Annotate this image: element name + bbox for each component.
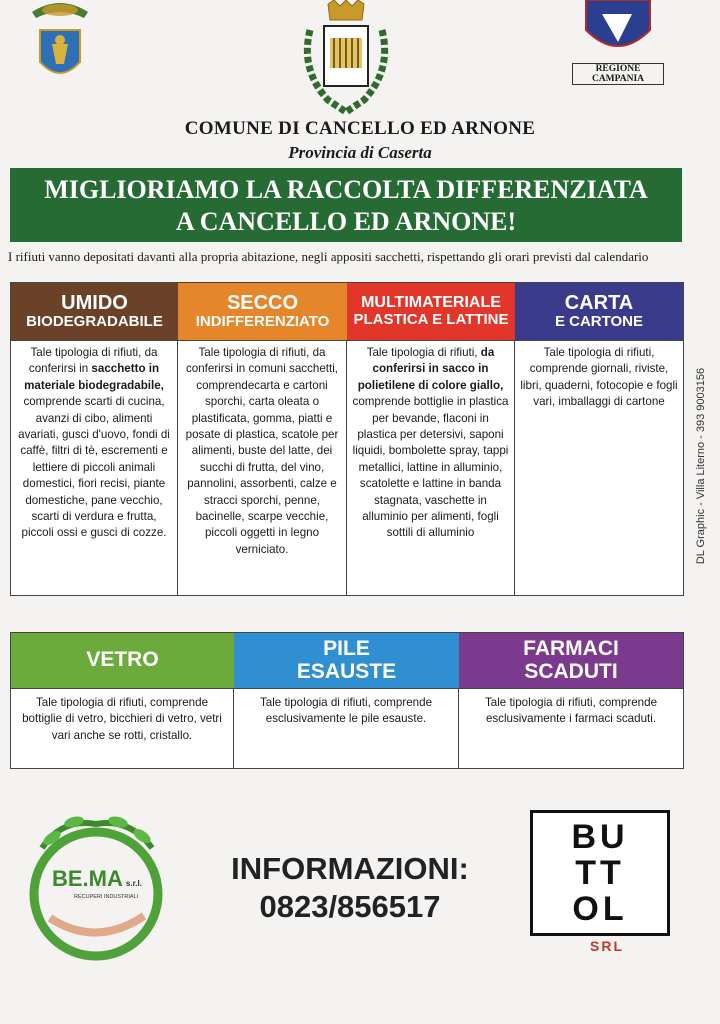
umido-description [11, 340, 178, 595]
info-phone: 0823/856517 [259, 889, 441, 924]
carta-title: CARTA [564, 292, 634, 315]
bema-suffix: s.r.l. [125, 879, 142, 888]
multimateriale-header [347, 283, 515, 340]
side-credit-text: DL Graphic - Villa Literno - 393 9003156 [695, 367, 707, 565]
multimateriale-title: MULTIMATERIALE [361, 294, 501, 312]
headline-banner [10, 168, 682, 242]
multimateriale-text-bold: da conferirsi in sacco in polietilene di colore giallo, [357, 346, 504, 392]
carta-subtitle: E CARTONE [554, 313, 644, 331]
buttol-letters-3: OL [572, 890, 628, 928]
buttol-logo [530, 810, 670, 960]
headline-line-2: A CANCELLO ED ARNONE! [175, 207, 517, 236]
secco-subtitle: INDIFFERENZIATO [195, 313, 330, 331]
umido-text-post: comprende scarti di cucina, avanzi di cibo, alimenti avariati, gusci d'uovo, fondi di caffè, filtri di tè, escrementi e lettiere di piccoli animali domestici, fiori recisi, piante domestiche, pane vecchio, scarti di verdura e frutta, piccoli ossi e gusci di cozze. [18, 395, 170, 540]
farmaci-title: FARMACI [523, 637, 619, 661]
multimateriale-subtitle: PLASTICA E LATTINE [353, 311, 509, 329]
info-block [200, 850, 500, 926]
region-logo [572, 0, 664, 84]
pile-header [234, 633, 459, 688]
carta-header [515, 283, 683, 340]
bema-name-text: BE.MA [52, 866, 123, 891]
coat-of-arms-left-icon [28, 0, 92, 86]
region-campania-icon [572, 0, 664, 62]
umido-title: UMIDO [61, 292, 128, 315]
umido-subtitle: BIODEGRADABILE [26, 313, 163, 331]
headline-line-1: MIGLIORIAMO LA RACCOLTA DIFFERENZIATA [44, 175, 648, 204]
bema-logo [22, 808, 172, 968]
vetro-header [11, 633, 234, 688]
secco-title: SECCO [226, 292, 299, 315]
region-logo-label: REGIONE CAMPANIA [572, 63, 664, 85]
multimateriale-text-pre: Tale tipologia di rifiuti, [366, 346, 478, 359]
bema-name [52, 866, 142, 892]
intro-text: I rifiuti vanno depositati davanti alla propria abitazione, negli appositi sacchetti, rispettando gli orari previsti dal calendario [8, 249, 649, 264]
multimateriale-text-post: comprende bottiglie in plastica per bevande, flaconi in plastica per detersivi, saponi liquidi, bombolette spray, tappi metallici, lattine in alluminio, scatolette e lattine in banda stagnata, vaschette in alluminio per alimenti, fogli sottili di alluminio [352, 395, 509, 540]
multimateriale-description [347, 340, 515, 595]
pile-title: PILE [323, 637, 370, 661]
waste-categories-row-2 [10, 632, 684, 769]
carta-description [515, 340, 683, 595]
secco-text: Tale tipologia di rifiuti, da conferirsi in comuni sacchetti, comprendecarta e cartoni sporchi, carta oleata o plastificata, gomma, piatti e posate di plastica, scatole per alimenti, buste del latte, dei succhi di frutta, del vino, pannolini, assorbenti, calze e stracci sporchi, penne, bacinelle, scarpe vecchie, piccoli oggetti in legno verniciato. [185, 346, 339, 556]
buttol-suffix: SRL [590, 938, 624, 954]
farmaci-header [459, 633, 683, 688]
vetro-description: Tale tipologia di rifiuti, comprende bottiglie di vetro, bicchieri di vetro, vetri vari anche se rotti, cristallo. [11, 688, 234, 768]
pile-subtitle: ESAUSTE [296, 659, 397, 683]
waste-categories-row-1 [10, 282, 684, 596]
info-label: INFORMAZIONI: [231, 851, 469, 886]
buttol-letters-2: TT [575, 854, 625, 892]
farmaci-subtitle: SCADUTI [524, 659, 618, 683]
bema-tagline: RECUPERI INDUSTRIALI [74, 894, 139, 900]
secco-header [178, 283, 347, 340]
farmaci-description: Tale tipologia di rifiuti, comprende esclusivamente i farmaci scaduti. [459, 688, 683, 768]
side-credit [686, 345, 716, 605]
buttol-box [530, 810, 670, 936]
province-subtitle: Provincia di Caserta [288, 143, 432, 162]
umido-header [11, 283, 178, 340]
umido-text-bold: sacchetto in materiale biodegradabile, [24, 362, 164, 392]
buttol-letters-1: BU [571, 818, 629, 856]
municipal-crest-icon [298, 0, 394, 118]
secco-description [178, 340, 347, 595]
vetro-title: VETRO [86, 648, 159, 672]
umido-text-pre: Tale tipologia di rifiuti, da conferirsi in [28, 346, 158, 376]
carta-text: Tale tipologia di rifiuti, comprende giornali, riviste, libri, quaderni, fotocopie e fogli vari, imballaggi di cartone [520, 346, 678, 409]
town-title: COMUNE DI CANCELLO ED ARNONE [184, 118, 536, 139]
pile-description: Tale tipologia di rifiuti, comprende esclusivamente le pile esauste. [234, 688, 459, 768]
